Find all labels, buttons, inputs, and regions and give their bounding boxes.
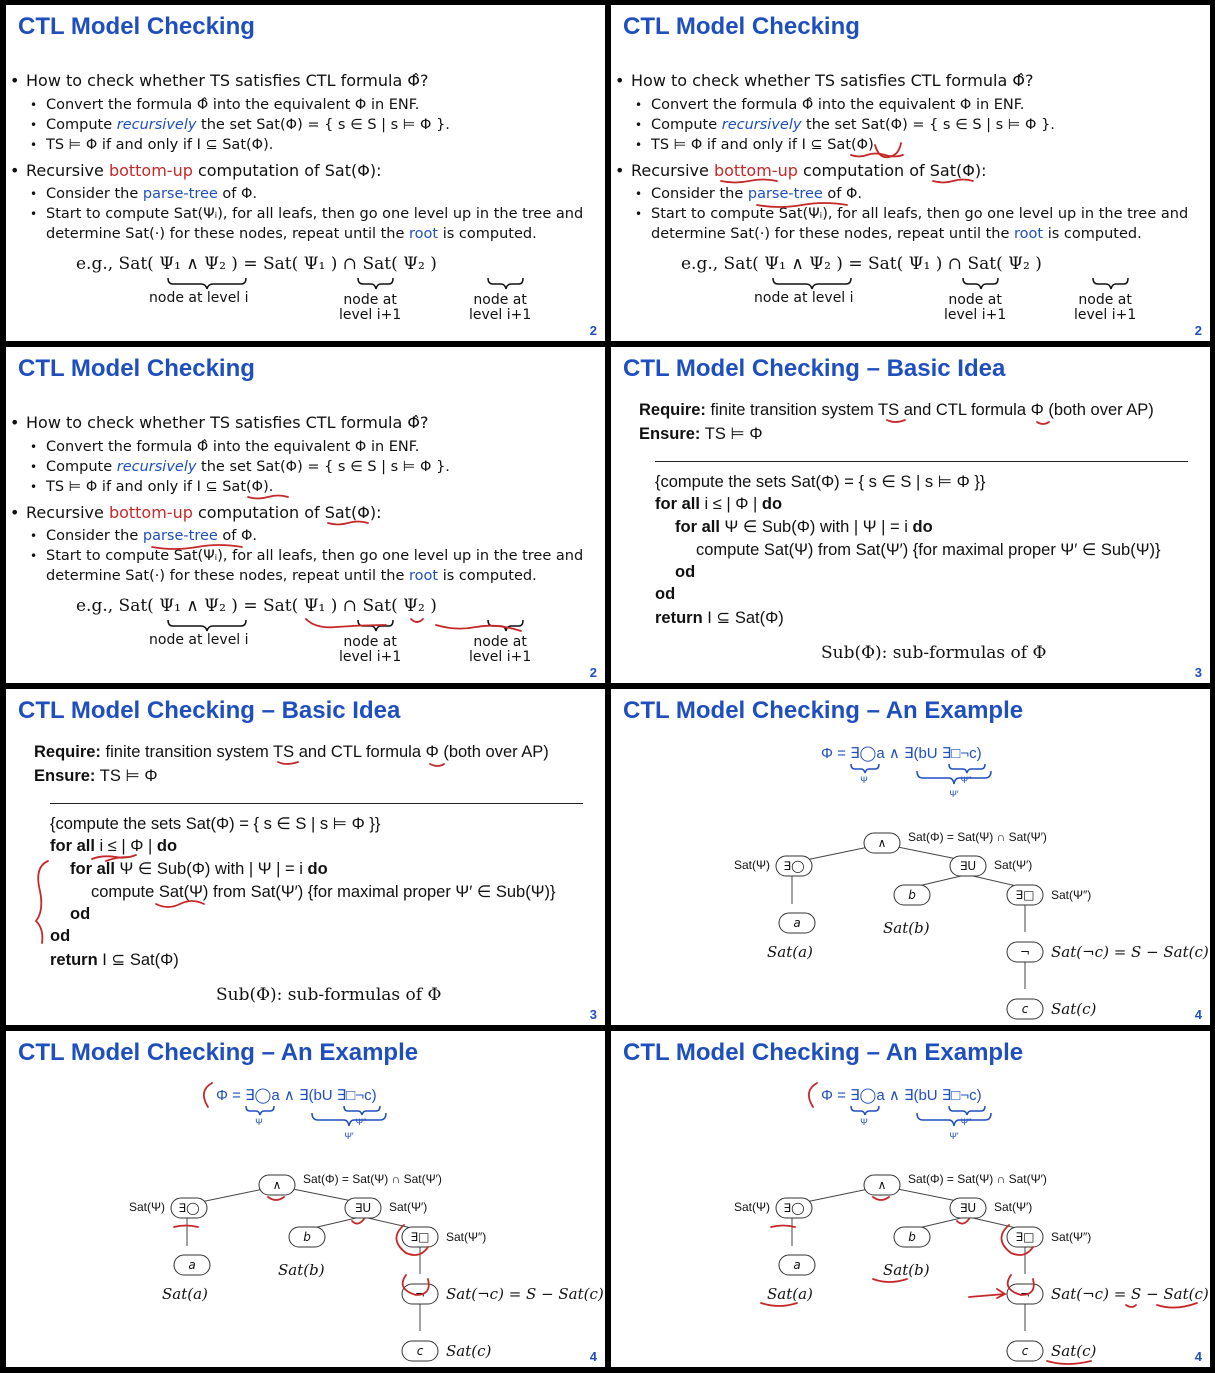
slide-title: CTL Model Checking – An Example <box>623 697 1024 724</box>
algo-return: return I ⊆ Sat(Φ) <box>50 951 179 969</box>
node-b-label: b <box>908 888 916 902</box>
sat-psi: Sat(Ψ) <box>734 1200 771 1214</box>
algo-line-1: {compute the sets Sat(Φ) = { s ∈ S | s ⊨ Φ }} <box>655 473 986 491</box>
node-a-label: a <box>188 1258 196 1272</box>
slide-title: CTL Model Checking <box>623 13 860 40</box>
sat-psi: Sat(Ψ) <box>734 858 771 872</box>
bullet-start: • Start to compute Sat(Ψᵢ), for all leafs, then go one level up in the tree and <box>651 206 1188 222</box>
sat-phi: Sat(Φ) = Sat(Ψ) ∩ Sat(Ψ′) <box>303 1172 442 1186</box>
label-level-i1-b: node at level i+1 <box>469 634 532 665</box>
bullet-start-cont: determine Sat(·) for these nodes, repeat until the root is computed. <box>46 226 537 242</box>
bullet-recursive: • Recursive bottom-up computation of Sat(Φ): <box>631 161 986 180</box>
slide-1 <box>6 5 605 341</box>
sat-a: Sat(a) <box>767 1285 813 1303</box>
sat-b: Sat(b) <box>278 1261 325 1279</box>
sat-psi2: Sat(Ψ″) <box>446 1230 487 1244</box>
bullet-start-cont: determine Sat(·) for these nodes, repeat until the root is computed. <box>46 568 537 584</box>
bullet-parse-tree: • Consider the parse-tree of Φ. <box>46 186 257 202</box>
node-not-label: ¬ <box>414 1287 426 1301</box>
node-exists-next-label: ∃◯ <box>783 1201 805 1215</box>
sat-neg-c: Sat(¬c) = S − Sat(c) <box>446 1285 604 1303</box>
bullet-convert: • Convert the formula Φ̂ into the equivalent Φ in ENF. <box>651 97 1024 113</box>
bullet-start-cont: determine Sat(·) for these nodes, repeat until the root is computed. <box>651 226 1142 242</box>
slide-5 <box>6 689 605 1025</box>
slide-title: CTL Model Checking – An Example <box>18 1039 419 1066</box>
node-and-label: ∧ <box>877 836 887 850</box>
page-number: 3 <box>589 1007 597 1022</box>
slide-2 <box>611 5 1210 341</box>
node-exists-next-label: ∃◯ <box>783 859 805 873</box>
sat-b: Sat(b) <box>883 1261 930 1279</box>
slide-8 <box>611 1031 1210 1367</box>
page-number: 4 <box>589 1349 597 1364</box>
underbraces <box>6 5 605 341</box>
slide-7 <box>6 1031 605 1367</box>
psi1-label: Ψ′ <box>949 1131 959 1141</box>
algo-od-outer: od <box>50 927 71 945</box>
node-b-label: b <box>303 1230 311 1244</box>
psi-label: Ψ <box>860 775 868 785</box>
require-line: Require: finite transition system TS and CTL formula Φ (both over AP) <box>639 401 1154 419</box>
algo-line-2: for all i ≤ | Φ | do <box>50 837 178 855</box>
bullet-recursive: • Recursive bottom-up computation of Sat(Φ): <box>26 503 381 522</box>
label-level-i1-a: node at level i+1 <box>339 634 402 665</box>
bullet-convert: • Convert the formula Φ̂ into the equivalent Φ in ENF. <box>46 97 419 113</box>
node-exists-always-label: ∃□ <box>1015 888 1035 902</box>
label-level-i1-a: node at level i+1 <box>944 292 1007 323</box>
label-level-i: node at level i <box>149 290 249 306</box>
node-and-label: ∧ <box>877 1178 887 1192</box>
algo-od-inner: od <box>675 563 696 581</box>
require-line: Require: finite transition system TS and CTL formula Φ (both over AP) <box>34 743 549 761</box>
page-number: 2 <box>589 665 597 680</box>
sat-phi: Sat(Φ) = Sat(Ψ) ∩ Sat(Ψ′) <box>908 830 1047 844</box>
psi2-label: Ψ″ <box>355 1117 367 1127</box>
bullet-parse-tree: • Consider the parse-tree of Φ. <box>46 528 257 544</box>
algo-line-1: {compute the sets Sat(Φ) = { s ∈ S | s ⊨ Φ }} <box>50 815 381 833</box>
formula: Φ = ∃◯a ∧ ∃(bU ∃□¬c) <box>216 1087 377 1104</box>
bullet-satisfies: • TS ⊨ Φ if and only if I ⊆ Sat(Φ). <box>46 479 273 495</box>
slide-title: CTL Model Checking – Basic Idea <box>623 355 1006 382</box>
label-level-i1-a: node at level i+1 <box>339 292 402 323</box>
node-c-label: c <box>416 1344 424 1358</box>
label-level-i: node at level i <box>754 290 854 306</box>
bullet-compute: • Compute recursively the set Sat(Φ) = { s ∈ S | s ⊨ Φ }. <box>46 459 450 475</box>
algo-line-2: for all i ≤ | Φ | do <box>655 495 783 513</box>
slide-title: CTL Model Checking <box>18 355 255 382</box>
sat-psi2: Sat(Ψ″) <box>1051 1230 1092 1244</box>
example-equation: e.g., Sat( Ψ₁ ∧ Ψ₂ ) = Sat( Ψ₁ ) ∩ Sat( Ψ₂ ) <box>76 254 437 274</box>
psi-label: Ψ <box>860 1117 868 1127</box>
algo-line-4: compute Sat(Ψ) from Sat(Ψ′) {for maximal proper Ψ′ ∈ Sub(Ψ)} <box>91 883 556 901</box>
page-number: 4 <box>1194 1007 1202 1022</box>
example-equation: e.g., Sat( Ψ₁ ∧ Ψ₂ ) = Sat( Ψ₁ ) ∩ Sat( Ψ₂ ) <box>681 254 1042 274</box>
sat-psi1: Sat(Ψ′) <box>994 858 1033 872</box>
node-b-label: b <box>908 1230 916 1244</box>
sat-c: Sat(c) <box>1051 1342 1097 1360</box>
slide-title: CTL Model Checking – Basic Idea <box>18 697 401 724</box>
ink-annotations <box>6 689 605 1025</box>
algo-line-4: compute Sat(Ψ) from Sat(Ψ′) {for maximal proper Ψ′ ∈ Sub(Ψ)} <box>696 541 1161 559</box>
formula: Φ = ∃◯a ∧ ∃(bU ∃□¬c) <box>821 745 982 762</box>
bullet-recursive: • Recursive bottom-up computation of Sat(Φ): <box>26 161 381 180</box>
sat-neg-c: Sat(¬c) = S − Sat(c) <box>1051 943 1209 961</box>
node-exists-always-label: ∃□ <box>1015 1230 1035 1244</box>
sat-a: Sat(a) <box>767 943 813 961</box>
algo-od-outer: od <box>655 585 676 603</box>
node-c-label: c <box>1021 1344 1029 1358</box>
ink-annotations <box>6 347 605 683</box>
sat-b: Sat(b) <box>883 919 930 937</box>
slide-title: CTL Model Checking <box>18 13 255 40</box>
bullet-convert: • Convert the formula Φ̂ into the equivalent Φ in ENF. <box>46 439 419 455</box>
node-exists-until-label: ∃U <box>354 1201 372 1215</box>
node-c-label: c <box>1021 1002 1029 1016</box>
parse-tree <box>611 689 1210 1025</box>
ensure-line: Ensure: TS ⊨ Φ <box>34 767 158 785</box>
page-number: 2 <box>589 323 597 338</box>
sat-c: Sat(c) <box>1051 1000 1097 1018</box>
psi1-label: Ψ′ <box>344 1131 354 1141</box>
bullet-start: • Start to compute Sat(Ψᵢ), for all leafs, then go one level up in the tree and <box>46 206 583 222</box>
bullet-compute: • Compute recursively the set Sat(Φ) = { s ∈ S | s ⊨ Φ }. <box>46 117 450 133</box>
page-number: 3 <box>1194 665 1202 680</box>
node-exists-next-label: ∃◯ <box>178 1201 200 1215</box>
slide-4 <box>611 347 1210 683</box>
node-not-label: ¬ <box>1019 945 1031 959</box>
sat-psi1: Sat(Ψ′) <box>994 1200 1033 1214</box>
bullet-satisfies: • TS ⊨ Φ if and only if I ⊆ Sat(Φ). <box>46 137 273 153</box>
sat-c: Sat(c) <box>446 1342 492 1360</box>
label-level-i: node at level i <box>149 632 249 648</box>
ink-annotations <box>6 1031 605 1367</box>
ensure-line: Ensure: TS ⊨ Φ <box>639 425 763 443</box>
node-a-label: a <box>793 1258 801 1272</box>
example-equation: e.g., Sat( Ψ₁ ∧ Ψ₂ ) = Sat( Ψ₁ ) ∩ Sat( Ψ₂ ) <box>76 596 437 616</box>
ink-annotations <box>611 5 1210 341</box>
psi-label: Ψ <box>255 1117 263 1127</box>
bullet-question: • How to check whether TS satisfies CTL formula Φ̂? <box>26 71 428 90</box>
bullet-question: • How to check whether TS satisfies CTL formula Φ̂? <box>631 71 1033 90</box>
bullet-parse-tree: • Consider the parse-tree of Φ. <box>651 186 862 202</box>
formula: Φ = ∃◯a ∧ ∃(bU ∃□¬c) <box>821 1087 982 1104</box>
sub-formula-note: Sub(Φ): sub-formulas of Φ <box>821 643 1047 663</box>
slide-title: CTL Model Checking – An Example <box>623 1039 1024 1066</box>
ink-annotations <box>611 347 1210 683</box>
sat-a: Sat(a) <box>162 1285 208 1303</box>
algo-od-inner: od <box>70 905 91 923</box>
sat-psi1: Sat(Ψ′) <box>389 1200 428 1214</box>
ink-annotations <box>611 1031 1210 1367</box>
label-level-i1-b: node at level i+1 <box>469 292 532 323</box>
sub-formula-note: Sub(Φ): sub-formulas of Φ <box>216 985 442 1005</box>
psi1-label: Ψ′ <box>949 789 959 799</box>
sat-psi: Sat(Ψ) <box>129 1200 166 1214</box>
node-exists-until-label: ∃U <box>959 859 977 873</box>
page-number: 4 <box>1194 1349 1202 1364</box>
node-exists-always-label: ∃□ <box>410 1230 430 1244</box>
node-exists-until-label: ∃U <box>959 1201 977 1215</box>
algo-line-3: for all Ψ ∈ Sub(Φ) with | Ψ | = i do <box>70 860 328 878</box>
node-not-label: ¬ <box>1019 1287 1031 1301</box>
sat-neg-c: Sat(¬c) = S − Sat(c) <box>1051 1285 1209 1303</box>
bullet-satisfies: • TS ⊨ Φ if and only if I ⊆ Sat(Φ). <box>651 137 878 153</box>
bullet-compute: • Compute recursively the set Sat(Φ) = { s ∈ S | s ⊨ Φ }. <box>651 117 1055 133</box>
bullet-question: • How to check whether TS satisfies CTL formula Φ̂? <box>26 413 428 432</box>
slide-6 <box>611 689 1210 1025</box>
label-level-i1-b: node at level i+1 <box>1074 292 1137 323</box>
sat-phi: Sat(Φ) = Sat(Ψ) ∩ Sat(Ψ′) <box>908 1172 1047 1186</box>
slide-3 <box>6 347 605 683</box>
node-a-label: a <box>793 916 801 930</box>
algo-return: return I ⊆ Sat(Φ) <box>655 609 784 627</box>
psi2-label: Ψ″ <box>960 775 972 785</box>
page-number: 2 <box>1194 323 1202 338</box>
psi2-label: Ψ″ <box>960 1117 972 1127</box>
bullet-start: • Start to compute Sat(Ψᵢ), for all leafs, then go one level up in the tree and <box>46 548 583 564</box>
node-and-label: ∧ <box>272 1178 282 1192</box>
sat-psi2: Sat(Ψ″) <box>1051 888 1092 902</box>
algo-line-3: for all Ψ ∈ Sub(Φ) with | Ψ | = i do <box>675 518 933 536</box>
